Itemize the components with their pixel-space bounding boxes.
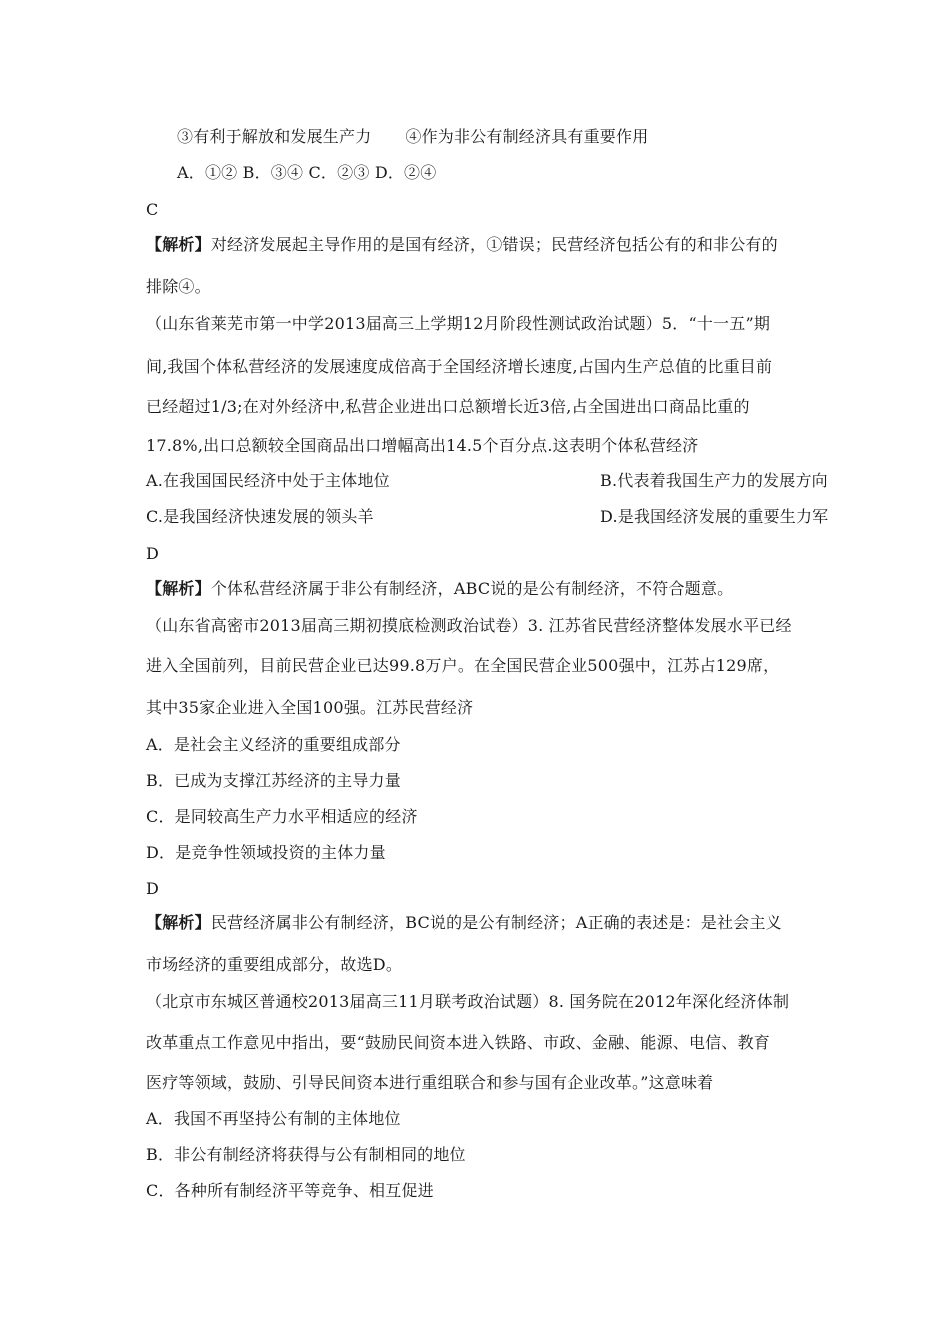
q5-stem-line-4: 17.8%,出口总额较全国商品出口增幅高出14.5个百分点.这表明个体私营经济 (146, 436, 699, 455)
prev-choices: A．①② B．③④ C．②③ D．②④ (177, 163, 437, 182)
option-4: ④作为非公有制经济具有重要作用 (405, 127, 649, 146)
q3-option-c: C．是同较高生产力水平相适应的经济 (146, 807, 418, 826)
analysis-label: 【解析】 (146, 235, 211, 254)
q5-stem-line-2: 间,我国个体私营经济的发展速度成倍高于全国经济增长速度,占国内生产总值的比重目前 (146, 357, 773, 376)
q3-stem-line-2: 进入全国前列，目前民营企业已达99.8万户。在全国民营企业500强中，江苏占129席， (146, 656, 780, 675)
prev-answer: C (146, 200, 159, 219)
q5-answer: D (146, 544, 160, 563)
q8-option-a: A．我国不再坚持公有制的主体地位 (146, 1109, 401, 1128)
q5-stem-line-1: （山东省莱芜市第一中学2013届高三上学期12月阶段性测试政治试题）5．“十一五”期 (146, 314, 771, 333)
q3-analysis-line-2: 市场经济的重要组成部分，故选D。 (146, 955, 403, 974)
q5-options-row-2 (146, 506, 829, 528)
q5-options-row-1 (146, 470, 828, 492)
q5-option-d: D.是我国经济发展的重要生力军 (600, 507, 829, 526)
q8-option-b: B．非公有制经济将获得与公有制相同的地位 (146, 1145, 466, 1164)
q8-stem-line-2: 改革重点工作意见中指出，要“鼓励民间资本进入铁路、市政、金融、能源、电信、教育 (146, 1033, 770, 1052)
q3-analysis-line-1: 【解析】民营经济属非公有制经济，BC说的是公有制经济；A正确的表述是：是社会主义 (146, 913, 782, 932)
option-3: ③有利于解放和发展生产力 (177, 127, 372, 146)
prev-options-3-4 (177, 126, 648, 148)
prev-analysis-line-2: 排除④。 (146, 277, 211, 296)
q5-option-a: A.在我国国民经济中处于主体地位 (146, 471, 390, 490)
q3-answer: D (146, 879, 160, 898)
q3-option-a: A．是社会主义经济的重要组成部分 (146, 735, 401, 754)
q3-stem-line-1: （山东省高密市2013届高三期初摸底检测政治试卷）3. 江苏省民营经济整体发展水平已经 (146, 616, 792, 635)
q3-option-b: B．已成为支撑江苏经济的主导力量 (146, 771, 401, 790)
q5-analysis: 【解析】个体私营经济属于非公有制经济，ABC说的是公有制经济，不符合题意。 (146, 579, 734, 598)
q8-stem-line-1: （北京市东城区普通校2013届高三11月联考政治试题）8. 国务院在2012年深化经济体制 (146, 992, 790, 1011)
q5-stem-line-3: 已经超过1/3;在对外经济中,私营企业进出口总额增长近3倍,占全国进出口商品比重的 (146, 397, 750, 416)
q5-option-b: B.代表着我国生产力的发展方向 (600, 471, 828, 490)
prev-analysis-line-1: 【解析】对经济发展起主导作用的是国有经济，①错误；民营经济包括公有的和非公有的 (146, 235, 778, 254)
analysis-label: 【解析】 (146, 579, 211, 598)
q3-stem-line-3: 其中35家企业进入全国100强。江苏民营经济 (146, 698, 474, 717)
q3-option-d: D．是竞争性领域投资的主体力量 (146, 843, 386, 862)
q8-stem-line-3: 医疗等领域，鼓励、引导民间资本进行重组联合和参与国有企业改革。”这意味着 (146, 1073, 714, 1092)
analysis-label: 【解析】 (146, 913, 211, 932)
q5-option-c: C.是我国经济快速发展的领头羊 (146, 507, 374, 526)
q8-option-c: C．各种所有制经济平等竞争、相互促进 (146, 1181, 434, 1200)
